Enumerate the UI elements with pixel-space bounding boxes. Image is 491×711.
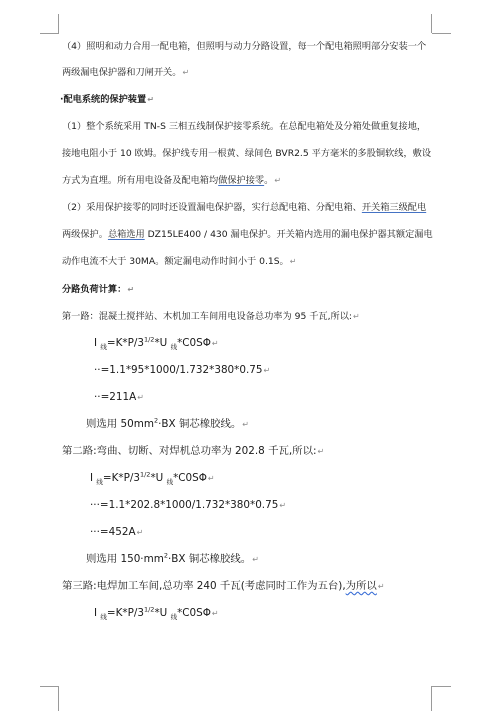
underlined-text: 总箱选用 [107, 229, 145, 240]
paragraph-line: 方式为直埋。所有用电设备及配电箱均做保护接零。↵ [62, 175, 282, 186]
paragraph-line: （2）采用保护接零的同时还设置漏电保护器，实行总配电箱、分配电箱、开关箱三级配电 [62, 202, 427, 213]
paragraph-line: 则选用 $150\cdot mm^2\cdot BX$ 铜芯橡胶线。↵ [86, 551, 259, 565]
paragraph-line: 则选用 $50mm^2\cdot BX$ 铜芯橡胶线。↵ [86, 416, 249, 430]
formula-line: I $_线=K*P/3^{1/2}*U$ $_线$*C0SΦ↵ [94, 605, 219, 622]
paragraph-line: （4）照明和动力合用一配电箱，但照明与动力分路设置，每一个配电箱照明部分安装一个 [62, 41, 427, 52]
crop-mark-bottom-right-h [432, 686, 451, 687]
crop-mark-bottom-right [431, 686, 432, 711]
section-heading: 分路负荷计算：↵ [62, 284, 135, 295]
crop-mark-bottom-left [58, 686, 59, 711]
paragraph-line: 接地电阻小于 10 欧姆。保护线专用一根黄、绿间色 BVR2.5 平方毫米的多股铜软线，敷设 [62, 148, 432, 159]
crop-mark-top-left [58, 14, 59, 33]
formula-line: ···=1.1*202.8*1000/1.732*380*0.75↵ [90, 499, 287, 511]
formula-line: I $_线=K*P/3^{1/2}*U$ $_线$*C0SΦ↵ [94, 335, 219, 352]
crop-mark-top-right-h [432, 33, 451, 34]
formula-line: I $_线=K*P/3^{1/2}*U$ $_线$*C0SΦ↵ [90, 470, 215, 487]
crop-mark-top-right [431, 14, 432, 33]
formula-line: ···=452A↵ [90, 526, 144, 538]
crop-mark-bottom-left-h [40, 686, 59, 687]
paragraph-line: （1）整个系统采用 TN-S 三相五线制保护接零系统。在总配电箱处及分箱处做重复接地， [62, 121, 427, 132]
section-heading: ·配电系统的保护装置↵ [60, 94, 154, 105]
underlined-text: 做保护接零 [218, 175, 265, 186]
paragraph-line: 动作电流不大于 30MA。额定漏电动作时间小于 0.1S。↵ [62, 256, 297, 267]
formula-line: ··=211A↵ [94, 391, 144, 403]
crop-mark-top-left-h [40, 33, 59, 34]
paragraph-line: 两级漏电保护器和刀闸开关。↵ [62, 67, 190, 78]
paragraph-line: 两级保护。总箱选用 DZ15LE400 / 430 漏电保护。开关箱内选用的漏电保护器其额定漏电 [62, 229, 433, 240]
paragraph-line: 第三路:电焊加工车间,总功率 240 千瓦(考虑同时工作为五台),为所以↵ [62, 580, 385, 592]
formula-line: ··=1.1*95*1000/1.732*380*0.75↵ [94, 364, 271, 376]
paragraph-line: 第二路:弯曲、切断、对焊机总功率为 202.8 千瓦,所以:↵ [62, 445, 325, 457]
underlined-text: 开关箱三级配电 [361, 202, 427, 213]
grammar-flag-text: 为所以 [345, 580, 377, 592]
paragraph-line: 第一路：混凝土搅拌站、木机加工车间用电设备总功率为 95 千瓦,所以:↵ [62, 311, 360, 322]
